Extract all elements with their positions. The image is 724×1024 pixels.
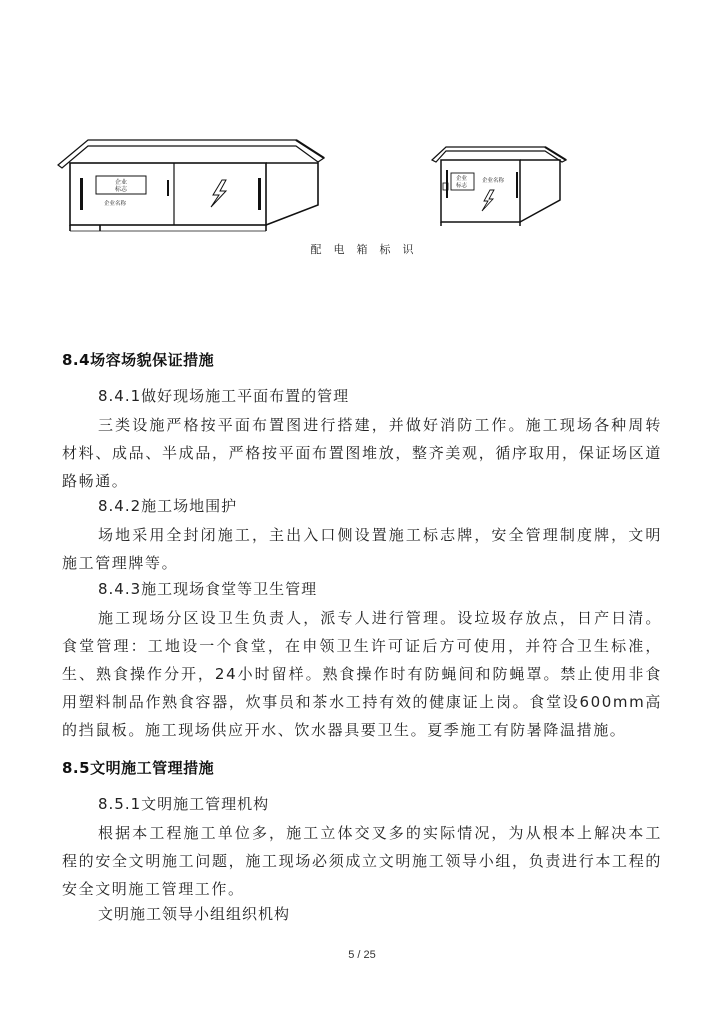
section-8-4-3-body: 施工现场分区设卫生负责人，派专人进行管理。设垃圾存放点，日产日清。食堂管理：工地设一个食堂，在申领卫生许可证后方可使用，并符合卫生标准，生、熟食操作分开，24小时留样。熟食操作时有防蝇间和防蝇罩。禁止使用非食用塑料制品作熟食容器，炊事员和茶水工持有效的健康证上岗。食堂设600mm高的挡鼠板。施工现场供应开水、饮水器具要卫生。夏季施工有防暑降温措施。 bbox=[62, 609, 662, 739]
org-structure-title: 文明施工领导小组组织机构 bbox=[98, 905, 291, 923]
section-8-4-1-title: 8.4.1做好现场施工平面布置的管理 bbox=[98, 387, 350, 405]
left-sign-line1: 企业 bbox=[115, 179, 128, 186]
lightning-icon bbox=[482, 190, 494, 211]
right-sign-line1: 企业 bbox=[456, 176, 468, 182]
distribution-box-figure bbox=[0, 0, 724, 260]
figure-caption: 配电箱标识 bbox=[310, 243, 426, 256]
section-8-4-1-body: 三类设施严格按平面布置图进行搭建，并做好消防工作。施工现场各种周转材料、成品、半成品，严格按平面布置图堆放，整齐美观，循序取用，保证场区道路畅通。 bbox=[62, 416, 662, 490]
page-number: 5 / 25 bbox=[348, 949, 376, 961]
left-company-label: 企业名称 bbox=[104, 201, 127, 207]
lightning-icon bbox=[211, 180, 226, 207]
left-sign-line2: 标志 bbox=[115, 186, 128, 193]
small-distribution-box bbox=[432, 147, 566, 226]
section-8-4-2-title: 8.4.2施工场地围护 bbox=[98, 497, 238, 515]
section-8-4-heading: 8.4场容场貌保证措施 bbox=[62, 351, 215, 369]
section-8-5-1-body: 根据本工程施工单位多，施工立体交叉多的实际情况，为从根本上解决本工程的安全文明施工问题，施工现场必须成立文明施工领导小组，负责进行本工程的安全文明施工管理工作。 bbox=[62, 824, 662, 898]
right-company-label: 企业名称 bbox=[482, 178, 505, 184]
section-8-5-heading: 8.5文明施工管理措施 bbox=[62, 759, 215, 777]
section-8-4-2-body: 场地采用全封闭施工，主出入口侧设置施工标志牌，安全管理制度牌，文明施工管理牌等。 bbox=[62, 526, 662, 572]
right-sign-line2: 标志 bbox=[456, 183, 468, 189]
section-8-4-3-title: 8.4.3施工现场食堂等卫生管理 bbox=[98, 580, 318, 598]
section-8-5-1-title: 8.5.1文明施工管理机构 bbox=[98, 795, 270, 813]
large-distribution-box bbox=[58, 140, 324, 231]
